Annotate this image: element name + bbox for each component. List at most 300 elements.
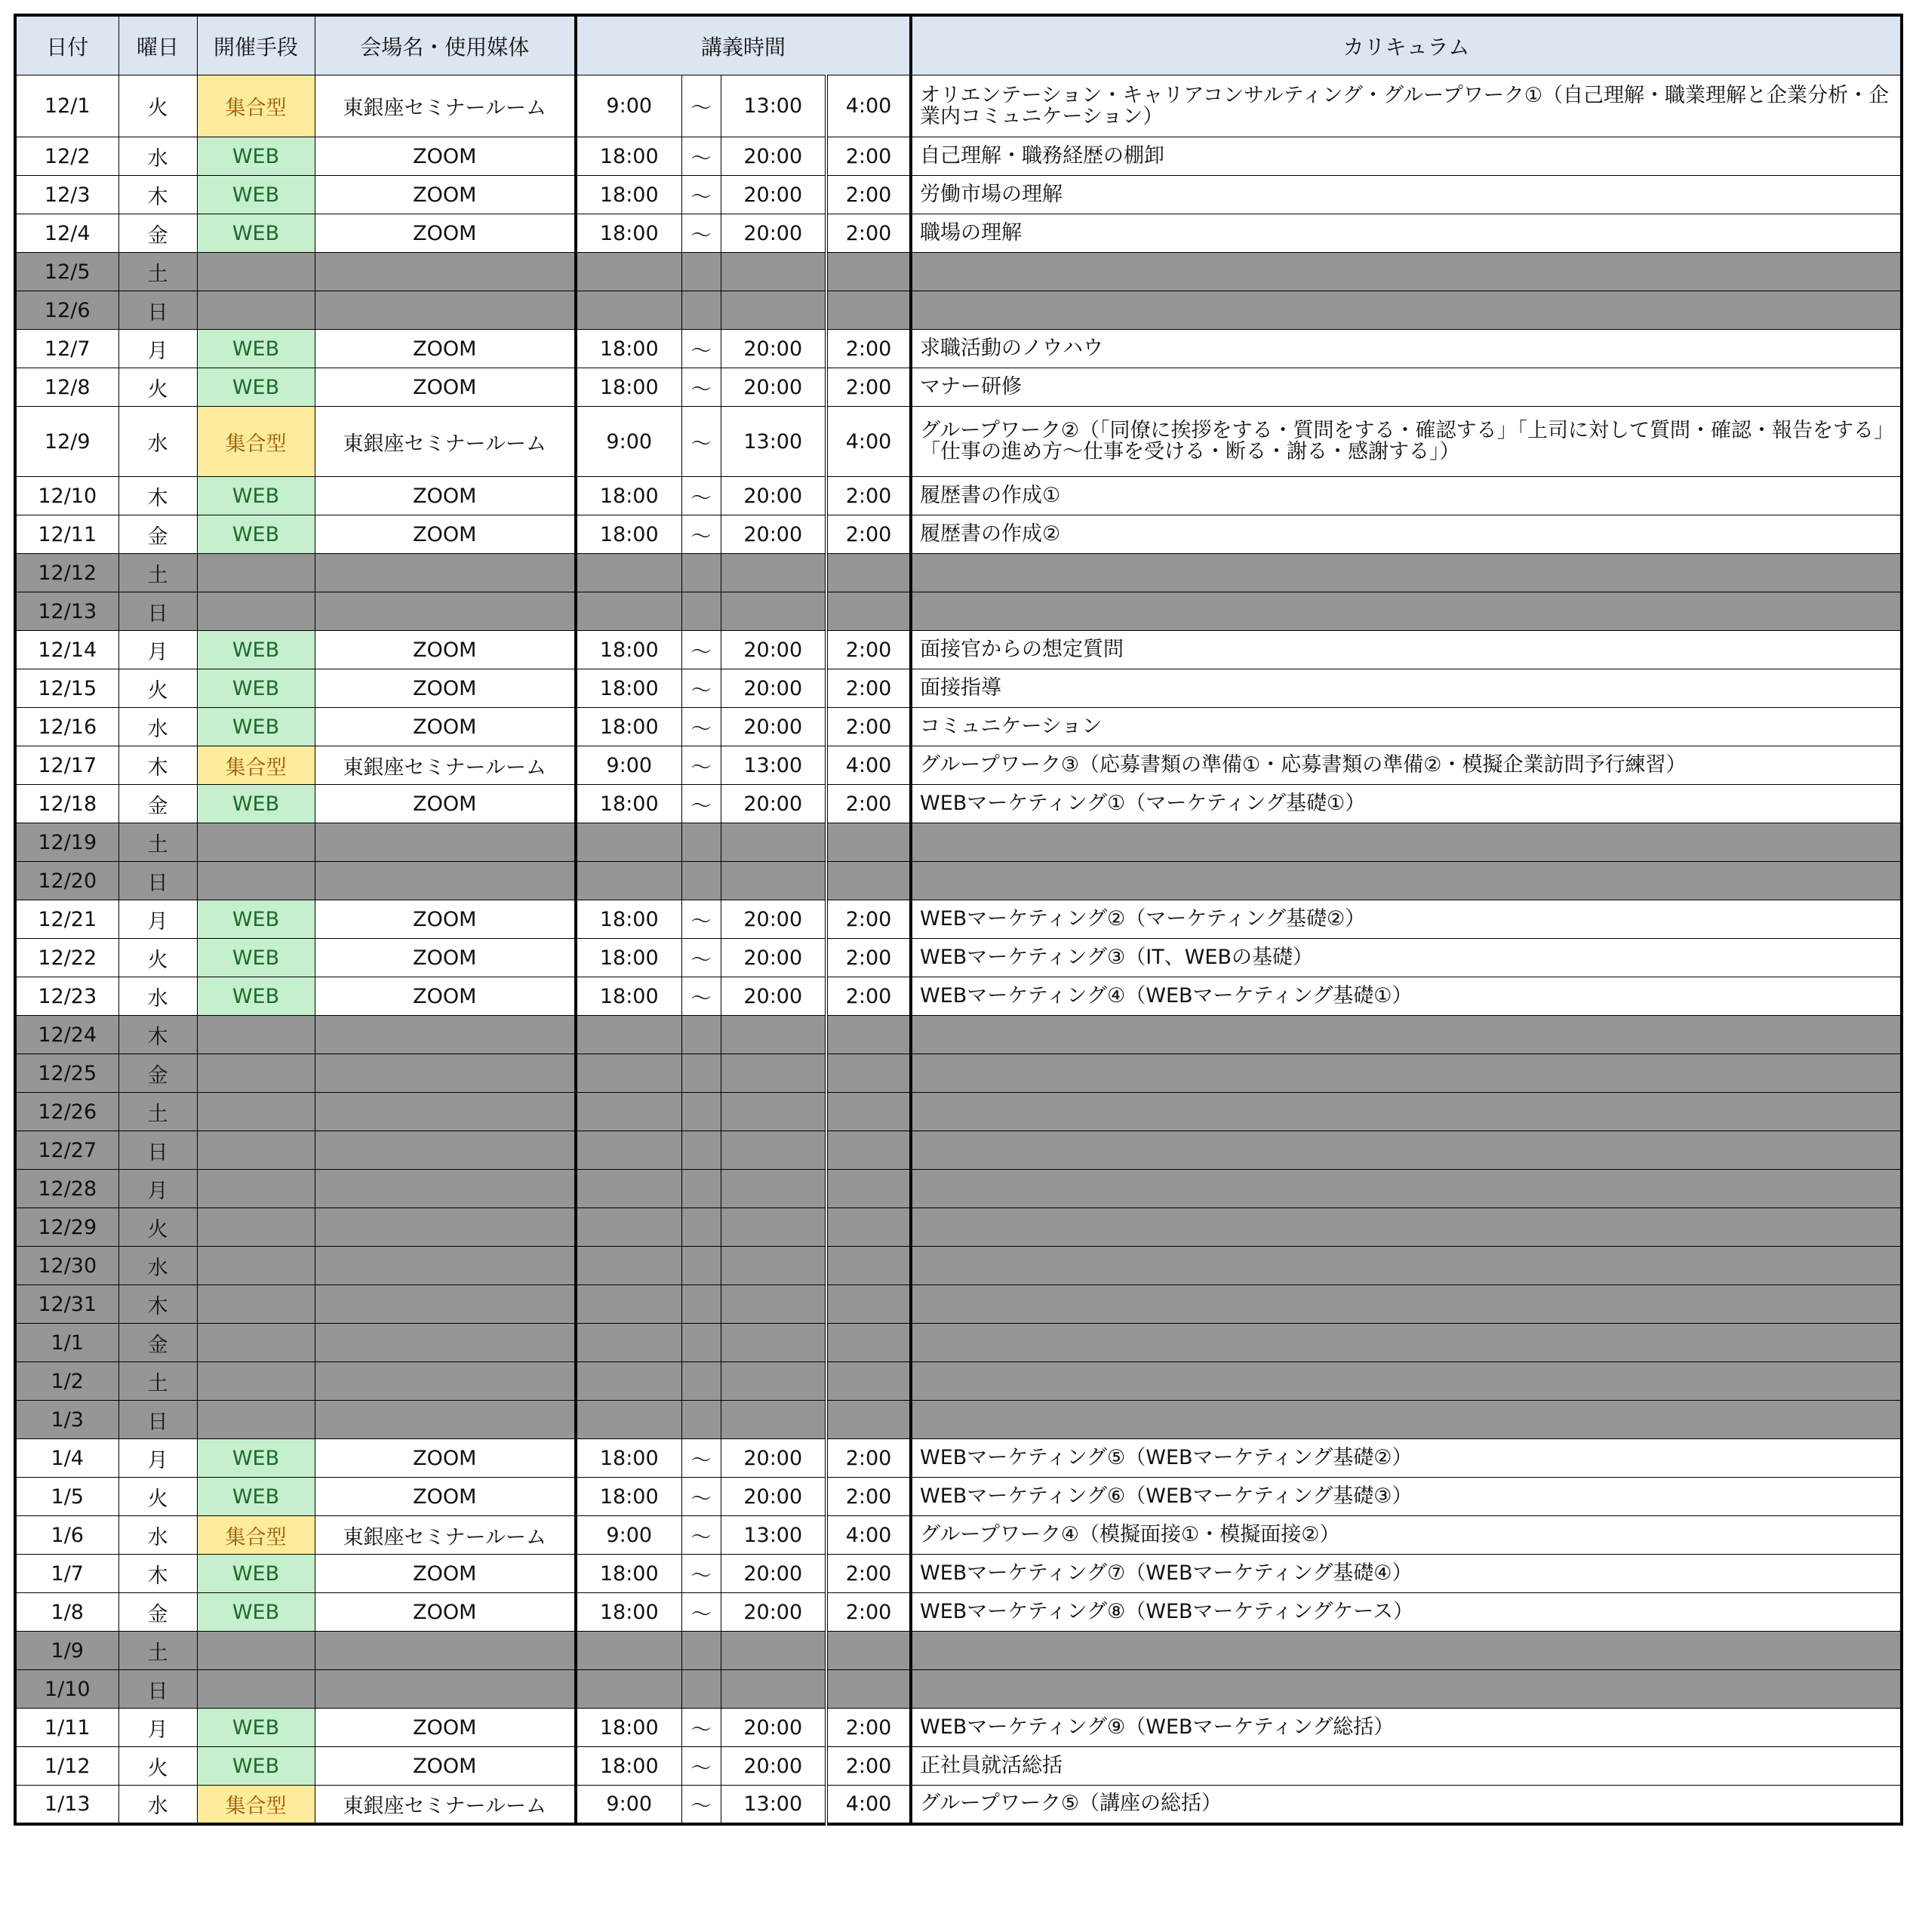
duration-cell: 2:00 (826, 1555, 911, 1593)
table-row (15, 407, 1902, 477)
method-cell (197, 291, 315, 330)
start-time-cell (576, 823, 681, 862)
end-time-cell (721, 1208, 826, 1247)
weekday-cell: 金 (118, 785, 197, 823)
venue-cell (315, 1170, 576, 1208)
duration-cell (826, 1324, 911, 1362)
start-time-cell: 18:00 (576, 977, 681, 1016)
curriculum-cell: WEBマーケティング⑥（WEBマーケティング基礎③） (911, 1478, 1902, 1516)
method-cell: WEB (197, 1709, 315, 1747)
method-cell: WEB (197, 939, 315, 977)
method-cell (197, 253, 315, 291)
weekday-cell: 土 (118, 1632, 197, 1670)
venue-cell (315, 862, 576, 900)
duration-cell (826, 1170, 911, 1208)
time-separator-cell: 〜 (681, 1786, 721, 1824)
weekday-cell: 月 (118, 1439, 197, 1478)
time-separator-cell: 〜 (681, 176, 721, 214)
table-row (15, 1516, 1902, 1555)
table-row (15, 1054, 1902, 1093)
start-time-cell: 18:00 (576, 330, 681, 368)
venue-cell: ZOOM (315, 1478, 576, 1516)
start-time-cell: 18:00 (576, 939, 681, 977)
duration-cell: 2:00 (826, 330, 911, 368)
venue-cell: ZOOM (315, 939, 576, 977)
date-cell: 12/26 (15, 1093, 118, 1131)
date-cell: 1/6 (15, 1516, 118, 1555)
method-cell: 集合型 (197, 746, 315, 785)
duration-cell: 2:00 (826, 708, 911, 746)
curriculum-cell (911, 1016, 1902, 1054)
venue-cell (315, 1324, 576, 1362)
weekday-cell: 金 (118, 214, 197, 253)
curriculum-cell (911, 1401, 1902, 1439)
method-cell: 集合型 (197, 1516, 315, 1555)
end-time-cell (721, 1324, 826, 1362)
table-row (15, 785, 1902, 823)
end-time-cell: 13:00 (721, 746, 826, 785)
duration-cell (826, 1285, 911, 1324)
table-row (15, 1670, 1902, 1709)
curriculum-cell (911, 1362, 1902, 1401)
curriculum-cell (911, 1054, 1902, 1093)
date-cell: 12/10 (15, 477, 118, 515)
duration-cell: 4:00 (826, 407, 911, 477)
curriculum-cell (911, 1131, 1902, 1170)
venue-cell (315, 1054, 576, 1093)
start-time-cell: 18:00 (576, 1709, 681, 1747)
venue-cell: ZOOM (315, 785, 576, 823)
end-time-cell (721, 1362, 826, 1401)
date-cell: 12/8 (15, 368, 118, 407)
start-time-cell: 18:00 (576, 900, 681, 939)
time-separator-cell: 〜 (681, 1439, 721, 1478)
weekday-cell: 日 (118, 1131, 197, 1170)
weekday-cell: 火 (118, 669, 197, 708)
curriculum-cell (911, 823, 1902, 862)
date-cell: 12/23 (15, 977, 118, 1016)
date-cell: 1/8 (15, 1593, 118, 1632)
weekday-cell: 月 (118, 1170, 197, 1208)
curriculum-cell: WEBマーケティング⑧（WEBマーケティングケース） (911, 1593, 1902, 1632)
time-separator-cell: 〜 (681, 1516, 721, 1555)
weekday-cell: 水 (118, 977, 197, 1016)
date-cell: 12/29 (15, 1208, 118, 1247)
start-time-cell (576, 1131, 681, 1170)
table-row (15, 1632, 1902, 1670)
weekday-cell: 日 (118, 592, 197, 631)
date-cell: 12/31 (15, 1285, 118, 1324)
duration-cell: 2:00 (826, 1439, 911, 1478)
table-row (15, 592, 1902, 631)
start-time-cell: 18:00 (576, 176, 681, 214)
time-separator-cell (681, 1401, 721, 1439)
duration-cell (826, 1093, 911, 1131)
table-row (15, 862, 1902, 900)
end-time-cell: 20:00 (721, 1747, 826, 1786)
curriculum-cell (911, 1247, 1902, 1285)
time-separator-cell: 〜 (681, 214, 721, 253)
curriculum-cell (911, 592, 1902, 631)
end-time-cell: 20:00 (721, 214, 826, 253)
table-row (15, 253, 1902, 291)
end-time-cell (721, 1670, 826, 1709)
method-cell: WEB (197, 368, 315, 407)
venue-cell (315, 554, 576, 592)
start-time-cell: 18:00 (576, 1555, 681, 1593)
end-time-cell (721, 1247, 826, 1285)
time-separator-cell: 〜 (681, 785, 721, 823)
date-cell: 12/22 (15, 939, 118, 977)
curriculum-cell: WEBマーケティング③（IT、WEBの基礎） (911, 939, 1902, 977)
end-time-cell (721, 1632, 826, 1670)
duration-cell: 2:00 (826, 1709, 911, 1747)
curriculum-cell: グループワーク②（「同僚に挨拶をする・質問をする・確認する」「上司に対して質問・確認・報告をする」「仕事の進め方〜仕事を受ける・断る・謝る・感謝する」） (911, 407, 1902, 477)
weekday-cell: 水 (118, 137, 197, 176)
method-cell (197, 1362, 315, 1401)
date-cell: 12/15 (15, 669, 118, 708)
date-cell: 12/27 (15, 1131, 118, 1170)
start-time-cell: 18:00 (576, 631, 681, 669)
method-cell: WEB (197, 631, 315, 669)
duration-cell (826, 1632, 911, 1670)
time-separator-cell: 〜 (681, 137, 721, 176)
method-cell (197, 1131, 315, 1170)
date-cell: 12/3 (15, 176, 118, 214)
end-time-cell: 20:00 (721, 1555, 826, 1593)
end-time-cell: 20:00 (721, 1478, 826, 1516)
time-separator-cell: 〜 (681, 407, 721, 477)
weekday-cell: 月 (118, 631, 197, 669)
time-separator-cell (681, 1131, 721, 1170)
end-time-cell: 20:00 (721, 515, 826, 554)
time-separator-cell: 〜 (681, 477, 721, 515)
end-time-cell (721, 554, 826, 592)
time-separator-cell (681, 1170, 721, 1208)
start-time-cell: 18:00 (576, 368, 681, 407)
time-separator-cell (681, 1285, 721, 1324)
date-cell: 12/6 (15, 291, 118, 330)
time-separator-cell: 〜 (681, 1555, 721, 1593)
table-row (15, 214, 1902, 253)
header-venue: 会場名・使用媒体 (315, 15, 576, 75)
date-cell: 1/5 (15, 1478, 118, 1516)
curriculum-cell: 履歴書の作成① (911, 477, 1902, 515)
duration-cell: 2:00 (826, 900, 911, 939)
table-row (15, 746, 1902, 785)
end-time-cell (721, 291, 826, 330)
table-row (15, 1093, 1902, 1131)
time-separator-cell: 〜 (681, 1747, 721, 1786)
table-row (15, 1362, 1902, 1401)
venue-cell: ZOOM (315, 977, 576, 1016)
end-time-cell: 20:00 (721, 669, 826, 708)
method-cell (197, 592, 315, 631)
venue-cell (315, 823, 576, 862)
start-time-cell: 18:00 (576, 1439, 681, 1478)
date-cell: 12/14 (15, 631, 118, 669)
start-time-cell: 18:00 (576, 137, 681, 176)
curriculum-cell (911, 253, 1902, 291)
venue-cell (315, 1208, 576, 1247)
date-cell: 1/2 (15, 1362, 118, 1401)
duration-cell (826, 554, 911, 592)
table-row (15, 554, 1902, 592)
end-time-cell (721, 1170, 826, 1208)
weekday-cell: 水 (118, 1247, 197, 1285)
venue-cell: ZOOM (315, 477, 576, 515)
duration-cell: 2:00 (826, 631, 911, 669)
start-time-cell: 9:00 (576, 1786, 681, 1824)
curriculum-cell: WEBマーケティング⑦（WEBマーケティング基礎④） (911, 1555, 1902, 1593)
venue-cell: ZOOM (315, 515, 576, 554)
date-cell: 12/24 (15, 1016, 118, 1054)
table-row (15, 1208, 1902, 1247)
method-cell (197, 1632, 315, 1670)
method-cell: WEB (197, 1747, 315, 1786)
duration-cell: 2:00 (826, 137, 911, 176)
curriculum-cell: WEBマーケティング①（マーケティング基礎①） (911, 785, 1902, 823)
duration-cell: 4:00 (826, 75, 911, 137)
time-separator-cell (681, 1362, 721, 1401)
curriculum-cell: マナー研修 (911, 368, 1902, 407)
end-time-cell (721, 1016, 826, 1054)
weekday-cell: 水 (118, 407, 197, 477)
start-time-cell (576, 1324, 681, 1362)
time-separator-cell (681, 554, 721, 592)
curriculum-cell: 求職活動のノウハウ (911, 330, 1902, 368)
table-row (15, 1016, 1902, 1054)
table-row (15, 823, 1902, 862)
venue-cell: ZOOM (315, 330, 576, 368)
weekday-cell: 土 (118, 554, 197, 592)
venue-cell (315, 1285, 576, 1324)
time-separator-cell: 〜 (681, 939, 721, 977)
table-row (15, 1285, 1902, 1324)
method-cell: WEB (197, 176, 315, 214)
table-row (15, 1593, 1902, 1632)
table-row (15, 137, 1902, 176)
end-time-cell (721, 1401, 826, 1439)
method-cell: WEB (197, 1478, 315, 1516)
curriculum-cell (911, 1170, 1902, 1208)
end-time-cell: 20:00 (721, 330, 826, 368)
weekday-cell: 金 (118, 1593, 197, 1632)
weekday-cell: 土 (118, 253, 197, 291)
venue-cell (315, 253, 576, 291)
start-time-cell: 18:00 (576, 214, 681, 253)
end-time-cell: 13:00 (721, 1516, 826, 1555)
end-time-cell: 20:00 (721, 708, 826, 746)
weekday-cell: 火 (118, 75, 197, 137)
start-time-cell: 18:00 (576, 477, 681, 515)
venue-cell: ZOOM (315, 900, 576, 939)
date-cell: 12/11 (15, 515, 118, 554)
method-cell: WEB (197, 137, 315, 176)
end-time-cell: 20:00 (721, 785, 826, 823)
start-time-cell: 18:00 (576, 785, 681, 823)
method-cell: WEB (197, 330, 315, 368)
start-time-cell (576, 1054, 681, 1093)
duration-cell (826, 1362, 911, 1401)
header-weekday: 曜日 (118, 15, 197, 75)
venue-cell: ZOOM (315, 176, 576, 214)
date-cell: 12/20 (15, 862, 118, 900)
curriculum-cell: コミュニケーション (911, 708, 1902, 746)
venue-cell (315, 1016, 576, 1054)
duration-cell (826, 823, 911, 862)
start-time-cell (576, 1401, 681, 1439)
time-separator-cell (681, 1016, 721, 1054)
weekday-cell: 木 (118, 176, 197, 214)
table-row (15, 1439, 1902, 1478)
weekday-cell: 日 (118, 1401, 197, 1439)
method-cell: WEB (197, 214, 315, 253)
time-separator-cell: 〜 (681, 631, 721, 669)
duration-cell: 2:00 (826, 939, 911, 977)
date-cell: 12/30 (15, 1247, 118, 1285)
end-time-cell (721, 1131, 826, 1170)
duration-cell (826, 1401, 911, 1439)
start-time-cell (576, 1632, 681, 1670)
start-time-cell (576, 253, 681, 291)
method-cell: 集合型 (197, 1786, 315, 1824)
weekday-cell: 日 (118, 862, 197, 900)
end-time-cell (721, 253, 826, 291)
venue-cell (315, 1362, 576, 1401)
duration-cell (826, 592, 911, 631)
duration-cell: 2:00 (826, 477, 911, 515)
table-row (15, 368, 1902, 407)
venue-cell: ZOOM (315, 708, 576, 746)
weekday-cell: 土 (118, 1093, 197, 1131)
curriculum-cell (911, 1632, 1902, 1670)
weekday-cell: 木 (118, 746, 197, 785)
end-time-cell: 20:00 (721, 1439, 826, 1478)
time-separator-cell (681, 1670, 721, 1709)
header-row (15, 15, 1902, 75)
end-time-cell: 20:00 (721, 176, 826, 214)
weekday-cell: 火 (118, 368, 197, 407)
method-cell (197, 1016, 315, 1054)
end-time-cell (721, 823, 826, 862)
venue-cell (315, 1131, 576, 1170)
weekday-cell: 月 (118, 900, 197, 939)
duration-cell (826, 1670, 911, 1709)
weekday-cell: 水 (118, 708, 197, 746)
time-separator-cell (681, 862, 721, 900)
venue-cell: ZOOM (315, 1747, 576, 1786)
venue-cell (315, 1670, 576, 1709)
weekday-cell: 木 (118, 1555, 197, 1593)
method-cell: WEB (197, 1593, 315, 1632)
date-cell: 12/9 (15, 407, 118, 477)
end-time-cell (721, 862, 826, 900)
date-cell: 1/3 (15, 1401, 118, 1439)
curriculum-cell: WEBマーケティング⑨（WEBマーケティング総括） (911, 1709, 1902, 1747)
venue-cell (315, 1632, 576, 1670)
time-separator-cell (681, 1247, 721, 1285)
time-separator-cell: 〜 (681, 900, 721, 939)
method-cell: WEB (197, 708, 315, 746)
table-row (15, 939, 1902, 977)
start-time-cell (576, 592, 681, 631)
schedule-body (15, 75, 1902, 1824)
start-time-cell (576, 1285, 681, 1324)
duration-cell: 2:00 (826, 669, 911, 708)
table-row (15, 176, 1902, 214)
curriculum-cell: WEBマーケティング⑤（WEBマーケティング基礎②） (911, 1439, 1902, 1478)
time-separator-cell: 〜 (681, 1709, 721, 1747)
time-separator-cell (681, 253, 721, 291)
weekday-cell: 金 (118, 1054, 197, 1093)
method-cell (197, 1670, 315, 1709)
duration-cell: 2:00 (826, 214, 911, 253)
table-row (15, 1131, 1902, 1170)
venue-cell: ZOOM (315, 1439, 576, 1478)
time-separator-cell (681, 1093, 721, 1131)
header-lecture-time: 講義時間 (576, 15, 911, 75)
duration-cell: 2:00 (826, 176, 911, 214)
time-separator-cell: 〜 (681, 669, 721, 708)
method-cell (197, 862, 315, 900)
venue-cell: ZOOM (315, 631, 576, 669)
curriculum-cell (911, 1670, 1902, 1709)
curriculum-cell: WEBマーケティング②（マーケティング基礎②） (911, 900, 1902, 939)
duration-cell: 2:00 (826, 977, 911, 1016)
curriculum-cell (911, 554, 1902, 592)
time-separator-cell: 〜 (681, 515, 721, 554)
time-separator-cell: 〜 (681, 330, 721, 368)
end-time-cell: 20:00 (721, 977, 826, 1016)
curriculum-cell: WEBマーケティング④（WEBマーケティング基礎①） (911, 977, 1902, 1016)
start-time-cell: 9:00 (576, 746, 681, 785)
start-time-cell: 9:00 (576, 75, 681, 137)
method-cell (197, 1324, 315, 1362)
venue-cell (315, 291, 576, 330)
weekday-cell: 月 (118, 330, 197, 368)
weekday-cell: 日 (118, 291, 197, 330)
venue-cell: 東銀座セミナールーム (315, 1786, 576, 1824)
date-cell: 1/13 (15, 1786, 118, 1824)
table-row (15, 1709, 1902, 1747)
end-time-cell: 20:00 (721, 368, 826, 407)
duration-cell (826, 1054, 911, 1093)
date-cell: 12/25 (15, 1054, 118, 1093)
end-time-cell: 20:00 (721, 1709, 826, 1747)
date-cell: 1/12 (15, 1747, 118, 1786)
start-time-cell (576, 291, 681, 330)
weekday-cell: 火 (118, 1747, 197, 1786)
weekday-cell: 金 (118, 1324, 197, 1362)
time-separator-cell: 〜 (681, 1478, 721, 1516)
method-cell (197, 823, 315, 862)
venue-cell: ZOOM (315, 368, 576, 407)
curriculum-cell (911, 1208, 1902, 1247)
end-time-cell: 20:00 (721, 137, 826, 176)
date-cell: 1/4 (15, 1439, 118, 1478)
venue-cell: ZOOM (315, 1555, 576, 1593)
table-row (15, 1786, 1902, 1824)
venue-cell (315, 1247, 576, 1285)
start-time-cell (576, 1670, 681, 1709)
weekday-cell: 土 (118, 823, 197, 862)
table-row (15, 1401, 1902, 1439)
weekday-cell: 木 (118, 1016, 197, 1054)
curriculum-cell (911, 291, 1902, 330)
start-time-cell (576, 554, 681, 592)
method-cell (197, 1247, 315, 1285)
